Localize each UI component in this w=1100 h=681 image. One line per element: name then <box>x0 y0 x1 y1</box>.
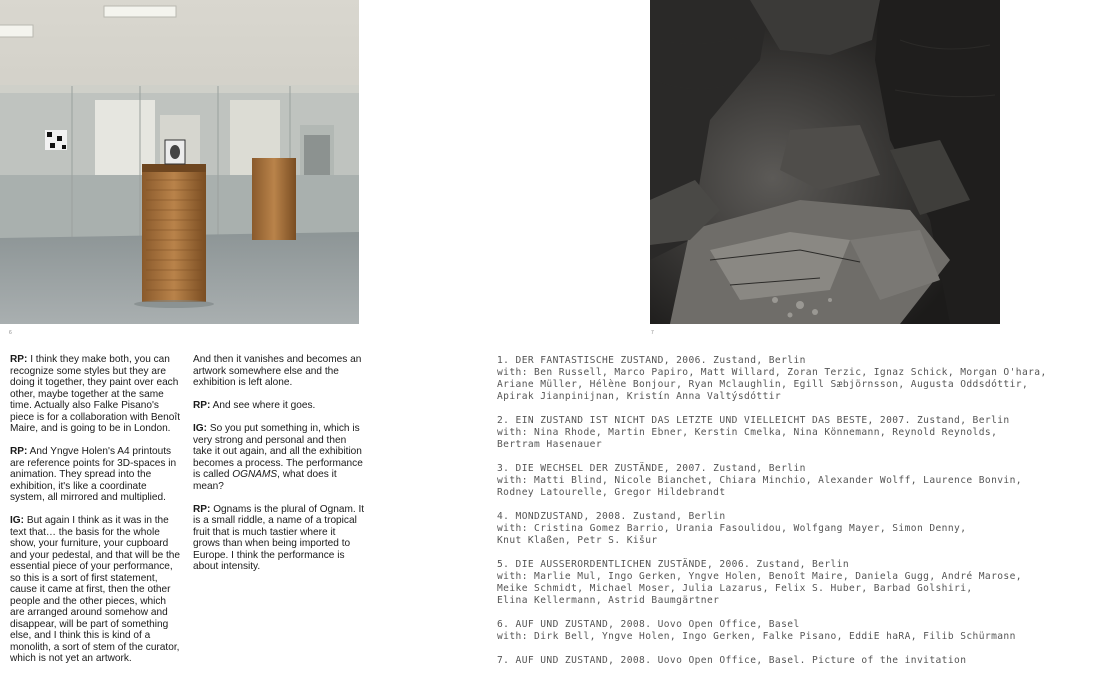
interview-paragraph <box>10 354 182 435</box>
exhibition-entry: 7. AUF UND ZUSTAND, 2008. Uovo Open Office, Basel. Picture of the invitation <box>497 655 967 666</box>
exhibition-entry: 2. EIN ZUSTAND IST NICHT DAS LETZTE UND VIELLEICHT DAS BESTE, 2007. Zustand, Berlin with: Nina Rhode, Martin Ebner, Kerstin Cmelka, Nina Könnemann, Reynold Reynolds, Bertram Hasenauer <box>497 415 1010 450</box>
speaker-label: IG: <box>193 423 208 434</box>
speaker-label: RP: <box>10 446 28 457</box>
interview-paragraph <box>193 400 365 412</box>
interview-paragraph <box>193 504 365 573</box>
speaker-label: RP: <box>193 400 211 411</box>
performance-title: OGNAMS <box>232 469 278 480</box>
interview-column-right <box>193 354 365 584</box>
exhibition-entry: 3. DIE WECHSEL DER ZUSTÄNDE, 2007. Zustand, Berlin with: Matti Blind, Nicole Bianchet, Chiara Minchio, Alexander Wolff, Laurence Bonvin, Rodney Latourelle, Gregor Hildebrandt <box>497 463 1022 498</box>
exhibition-list <box>497 355 1097 679</box>
figure-number-7: 7 <box>651 330 654 336</box>
exhibition-entry: 6. AUF UND ZUSTAND, 2008. Uovo Open Office, Basel with: Dirk Bell, Yngve Holen, Ingo Gerken, Falke Pisano, EddiE haRA, Filib Schürmann <box>497 619 1016 642</box>
exhibition-entry: 1. DER FANTASTISCHE ZUSTAND, 2006. Zustand, Berlin with: Ben Russell, Marco Papiro, Matt Willard, Zoran Terzic, Ignaz Schick, Morgan O'hara, Ariane Müller, Hélène Bonjour, Ryan Mclaughlin, Egill Sæbjörnsson, Augusta Oddsdóttir, Apirak Jianpinijnan, Kristín Anna Valtýsdóttir <box>497 355 1047 402</box>
paragraph-text: Ognams is the plural of Ognam. It is a small riddle, a name of a tropical fruit that is much tastier where it grows than when being imported to Europe. I think the performance is about intensity. <box>193 503 365 572</box>
figure-number-6: 6 <box>9 330 12 336</box>
speaker-label: IG: <box>10 515 25 526</box>
exhibition-entry: 5. DIE AUSSERORDENTLICHEN ZUSTÄNDE, 2006. Zustand, Berlin with: Marlie Mul, Ingo Gerken, Yngve Holen, Benoît Maire, Daniela Gugg, André Marose, Meike Schmidt, Michael Moser, Julia Lazarus, Felix S. Huber, Barbad Golshiri, Elina Kellermann, Astrid Baumgärtner <box>497 559 1022 606</box>
paragraph-text: And Yngve Holen's A4 printouts are reference points for 3D-spaces in animation. They spread into the exhibition, it's like a coordinate system, all mirrored and multiplied. <box>10 446 177 503</box>
exhibition-entry: 4. MONDZUSTAND, 2008. Zustand, Berlin with: Cristina Gomez Barrio, Urania Fasoulidou, Wolfgang Mayer, Simon Denny, Knut Klaßen, Petr S. Kišur <box>497 511 967 546</box>
paragraph-text: , what does it mean? <box>193 469 337 492</box>
speaker-label: RP: <box>193 503 211 515</box>
interview-paragraph <box>10 515 182 665</box>
paragraph-text: I think they make both, you can recognize some styles but they are doing it together, they paint over each other, maybe together at the same time. Actually also Falke Pisano's piece is for a collaboration with Benoît Maire, and is going to be in London. <box>10 354 181 434</box>
interview-paragraph <box>193 423 365 492</box>
paragraph-text: And see where it goes. <box>210 400 316 411</box>
speaker-label: RP: <box>10 354 28 365</box>
interview-paragraph: And then it vanishes and becomes an artwork somewhere else and the exhibition is left alone. <box>193 354 362 388</box>
interview-column-left <box>10 354 182 676</box>
gallery-photo <box>0 0 359 324</box>
cave-photo <box>650 0 1000 324</box>
paragraph-text: So you put something in, which is very strong and personal and then take it out again, and all the exhibition becomes a process. The performance is called <box>193 423 363 480</box>
interview-paragraph <box>10 446 182 504</box>
paragraph-text: But again I think as it was in the text that… the basis for the whole show, your furniture, your cupboard and your pedestal, and that will be the essential piece of your performance, so this is a sort of first statement, cause it came at first, then the other people and the other pieces, which are arranged around somehow and disappear, will be part of something else, and I think this is kind of a monolith, a sort of stem of the curator, which is not yet an artwork. <box>10 515 181 664</box>
